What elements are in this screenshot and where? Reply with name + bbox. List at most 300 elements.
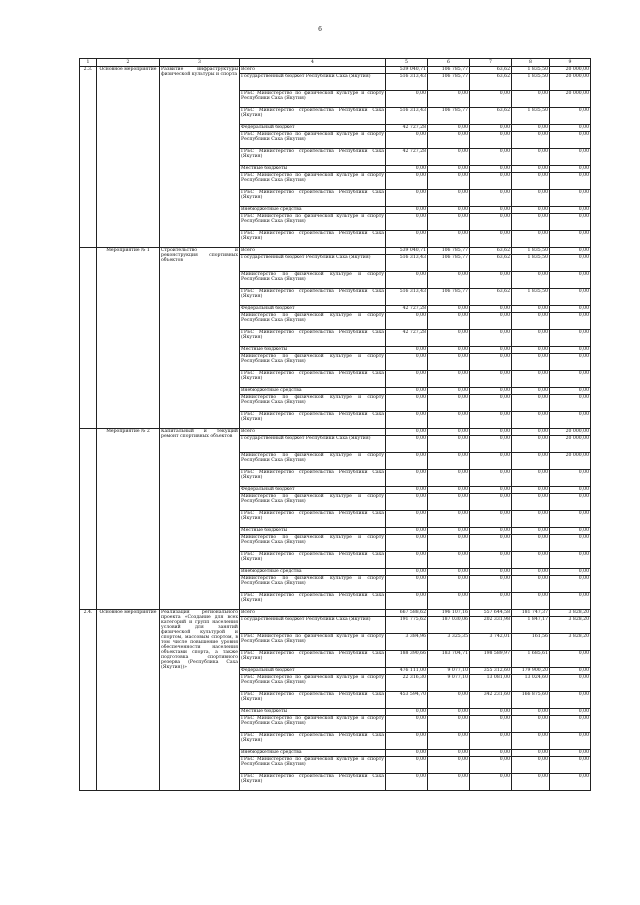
value-cell: 0,00 bbox=[428, 125, 470, 132]
value-cell: 0,00 bbox=[470, 552, 512, 569]
value-cell: 0,00 bbox=[470, 733, 512, 750]
value-cell: 42 727,28 bbox=[386, 306, 428, 313]
value-cell: 0,00 bbox=[428, 757, 470, 774]
row-label: ГРБС Министерство строительства Республики Саха (Якутия) bbox=[240, 733, 386, 750]
value-cell: 0,00 bbox=[512, 330, 550, 347]
row-label: ГРБС Министерство по физической культуре и спорту Республики Саха (Якутия) bbox=[240, 91, 386, 108]
row-label: ГРБС Министерство строительства Республики Саха (Якутия) bbox=[240, 149, 386, 166]
value-cell: 1 835,50 bbox=[512, 255, 550, 272]
value-cell: 3 384,96 bbox=[386, 634, 428, 651]
value-cell: 3 828,20 bbox=[550, 634, 591, 651]
value-cell: 0,00 bbox=[550, 231, 591, 248]
value-cell: 0,00 bbox=[470, 487, 512, 494]
value-cell: 0,00 bbox=[386, 354, 428, 371]
value-cell: 0,00 bbox=[512, 190, 550, 207]
table-row bbox=[80, 67, 591, 74]
value-cell: 0,00 bbox=[428, 774, 470, 791]
value-cell: 0,00 bbox=[428, 487, 470, 494]
row-label: Министерство по физической культуре и спорту Республики Саха (Якутия) bbox=[240, 395, 386, 412]
value-cell: 0,00 bbox=[512, 733, 550, 750]
value-cell: 0,00 bbox=[512, 125, 550, 132]
row-label: ГРБС Министерство по физической культуре и спорту Республики Саха (Якутия) bbox=[240, 716, 386, 733]
value-cell: 0,00 bbox=[550, 733, 591, 750]
value-cell: 0,00 bbox=[386, 535, 428, 552]
row-label: Местные бюджеты bbox=[240, 528, 386, 535]
row-label: Всего bbox=[240, 67, 386, 74]
value-cell: 0,00 bbox=[470, 576, 512, 593]
value-cell: 0,00 bbox=[428, 709, 470, 716]
value-cell: 0,00 bbox=[470, 371, 512, 388]
value-cell: 0,00 bbox=[550, 651, 591, 668]
value-cell: 0,00 bbox=[428, 371, 470, 388]
value-cell: 0,00 bbox=[550, 487, 591, 494]
value-cell: 0,00 bbox=[386, 774, 428, 791]
value-cell: 0,00 bbox=[550, 125, 591, 132]
header-row bbox=[80, 59, 591, 67]
value-cell: 0,00 bbox=[550, 214, 591, 231]
value-cell: 0,00 bbox=[512, 528, 550, 535]
value-cell: 0,00 bbox=[428, 593, 470, 610]
value-cell: 0,00 bbox=[550, 494, 591, 511]
value-cell: 0,00 bbox=[470, 774, 512, 791]
value-cell: 0,00 bbox=[512, 576, 550, 593]
value-cell: 0,00 bbox=[386, 272, 428, 289]
value-cell: 166 875,60 bbox=[512, 692, 550, 709]
value-cell: 0,00 bbox=[428, 511, 470, 528]
value-cell: 0,00 bbox=[428, 166, 470, 173]
table-row bbox=[80, 429, 591, 436]
value-cell: 0,00 bbox=[512, 231, 550, 248]
value-cell: 20 000,00 bbox=[550, 453, 591, 470]
value-cell: 0,00 bbox=[470, 347, 512, 354]
row-label: Министерство по физической культуре и спорту Республики Саха (Якутия) bbox=[240, 576, 386, 593]
value-cell: 0,00 bbox=[470, 272, 512, 289]
value-cell: 0,00 bbox=[470, 453, 512, 470]
section-number: 2.4. bbox=[80, 610, 97, 791]
row-label: ГРБС Министерство строительства Республики Саха (Якутия) bbox=[240, 330, 386, 347]
value-cell: 1 835,50 bbox=[512, 74, 550, 91]
value-cell: 0,00 bbox=[550, 248, 591, 255]
value-cell: 539 040,71 bbox=[386, 248, 428, 255]
section-number: 2.3. bbox=[80, 67, 97, 248]
value-cell: 1 835,50 bbox=[512, 108, 550, 125]
value-cell: 0,00 bbox=[386, 173, 428, 190]
value-cell: 0,00 bbox=[386, 750, 428, 757]
row-label: Местные бюджеты bbox=[240, 709, 386, 716]
value-cell: 0,00 bbox=[470, 412, 512, 429]
value-cell: 20 000,00 bbox=[550, 67, 591, 74]
value-cell: 0,00 bbox=[550, 149, 591, 166]
row-label: Внебюджетные средства bbox=[240, 207, 386, 214]
value-cell: 0,00 bbox=[428, 436, 470, 453]
value-cell: 22 316,30 bbox=[386, 675, 428, 692]
value-cell: 63,62 bbox=[470, 108, 512, 125]
value-cell: 0,00 bbox=[550, 306, 591, 313]
row-label: ГРБС Министерство по физической культуре и спорту Республики Саха (Якутия) bbox=[240, 634, 386, 651]
value-cell: 0,00 bbox=[550, 272, 591, 289]
value-cell: 0,00 bbox=[428, 207, 470, 214]
value-cell: 0,00 bbox=[386, 487, 428, 494]
budget-table bbox=[79, 58, 591, 791]
value-cell: 0,00 bbox=[428, 412, 470, 429]
value-cell: 13 081,00 bbox=[470, 675, 512, 692]
value-cell: 0,00 bbox=[512, 494, 550, 511]
value-cell: 0,00 bbox=[470, 470, 512, 487]
value-cell: 0,00 bbox=[550, 593, 591, 610]
row-label: ГРБС Министерство строительства Республики Саха (Якутия) bbox=[240, 651, 386, 668]
row-label: Федеральный бюджет bbox=[240, 668, 386, 675]
row-label: Внебюджетные средства bbox=[240, 388, 386, 395]
value-cell: 0,00 bbox=[512, 552, 550, 569]
value-cell: 42 727,28 bbox=[386, 125, 428, 132]
value-cell: 0,00 bbox=[386, 528, 428, 535]
section-type: Мероприятие № 2 bbox=[97, 429, 160, 610]
value-cell: 0,00 bbox=[512, 306, 550, 313]
row-label: Министерство по физической культуре и спорту Республики Саха (Якутия) bbox=[240, 535, 386, 552]
value-cell: 0,00 bbox=[428, 132, 470, 149]
value-cell: 0,00 bbox=[512, 453, 550, 470]
value-cell: 0,00 bbox=[428, 330, 470, 347]
value-cell: 0,00 bbox=[428, 395, 470, 412]
section-number bbox=[80, 248, 97, 429]
value-cell: 0,00 bbox=[550, 757, 591, 774]
value-cell: 0,00 bbox=[512, 395, 550, 412]
value-cell: 0,00 bbox=[428, 149, 470, 166]
value-cell: 63,62 bbox=[470, 67, 512, 74]
value-cell: 0,00 bbox=[428, 388, 470, 395]
value-cell: 667 588,62 bbox=[386, 610, 428, 617]
row-label: Внебюджетные средства bbox=[240, 569, 386, 576]
value-cell: 106 785,77 bbox=[428, 289, 470, 306]
value-cell: 0,00 bbox=[470, 494, 512, 511]
value-cell: 0,00 bbox=[428, 750, 470, 757]
value-cell: 0,00 bbox=[512, 593, 550, 610]
value-cell: 0,00 bbox=[386, 511, 428, 528]
header-cell: 7 bbox=[470, 59, 512, 67]
value-cell: 0,00 bbox=[386, 436, 428, 453]
row-label: ГРБС Министерство по физической культуре и спорту Республики Саха (Якутия) bbox=[240, 675, 386, 692]
row-label: Местные бюджеты bbox=[240, 347, 386, 354]
value-cell: 0,00 bbox=[386, 313, 428, 330]
value-cell: 0,00 bbox=[512, 388, 550, 395]
value-cell: 0,00 bbox=[428, 576, 470, 593]
value-cell: 63,62 bbox=[470, 74, 512, 91]
value-cell: 0,00 bbox=[512, 272, 550, 289]
section-type: Мероприятие № 1 bbox=[97, 248, 160, 429]
header-cell: 2 bbox=[97, 59, 160, 67]
value-cell: 0,00 bbox=[386, 190, 428, 207]
value-cell: 0,00 bbox=[550, 576, 591, 593]
value-cell: 0,00 bbox=[428, 313, 470, 330]
value-cell: 0,00 bbox=[512, 207, 550, 214]
value-cell: 0,00 bbox=[428, 214, 470, 231]
value-cell: 1 685,61 bbox=[512, 651, 550, 668]
value-cell: 9 077,10 bbox=[428, 668, 470, 675]
row-label: ГРБС Министерство строительства Республики Саха (Якутия) bbox=[240, 412, 386, 429]
value-cell: 0,00 bbox=[428, 354, 470, 371]
value-cell: 0,00 bbox=[550, 668, 591, 675]
table-row bbox=[80, 248, 591, 255]
value-cell: 0,00 bbox=[428, 535, 470, 552]
value-cell: 0,00 bbox=[512, 750, 550, 757]
value-cell: 3 325,35 bbox=[428, 634, 470, 651]
value-cell: 183 704,71 bbox=[428, 651, 470, 668]
value-cell: 3 742,01 bbox=[470, 634, 512, 651]
header-cell: 3 bbox=[160, 59, 240, 67]
value-cell: 0,00 bbox=[512, 91, 550, 108]
value-cell: 0,00 bbox=[470, 716, 512, 733]
row-label: Всего bbox=[240, 248, 386, 255]
value-cell: 0,00 bbox=[512, 569, 550, 576]
value-cell: 0,00 bbox=[550, 716, 591, 733]
value-cell: 0,00 bbox=[550, 692, 591, 709]
value-cell: 0,00 bbox=[470, 709, 512, 716]
value-cell: 0,00 bbox=[550, 255, 591, 272]
header-cell: 1 bbox=[80, 59, 97, 67]
row-label: ГРБС Министерство строительства Республики Саха (Якутия) bbox=[240, 552, 386, 569]
value-cell: 0,00 bbox=[470, 395, 512, 412]
value-cell: 0,00 bbox=[550, 675, 591, 692]
value-cell: 0,00 bbox=[428, 494, 470, 511]
value-cell: 0,00 bbox=[512, 709, 550, 716]
value-cell: 516 313,43 bbox=[386, 255, 428, 272]
value-cell: 196 107,16 bbox=[428, 610, 470, 617]
section-title: Реализация регионального проекта «Создание для всех категорий и групп населения условий для занятий физической культурой и спортом, массовым спортом, в том числе повышение уровня обеспеченности населения объектами спорта, а также подготовка спортивного резерва (Республика Саха (Якутия))» bbox=[160, 610, 240, 791]
value-cell: 0,00 bbox=[428, 91, 470, 108]
value-cell: 188 390,66 bbox=[386, 651, 428, 668]
section-title: Развитие инфраструктуры физической культуры и спорта bbox=[160, 67, 240, 248]
value-cell: 0,00 bbox=[512, 757, 550, 774]
value-cell: 0,00 bbox=[550, 511, 591, 528]
value-cell: 0,00 bbox=[386, 757, 428, 774]
value-cell: 0,00 bbox=[470, 132, 512, 149]
value-cell: 0,00 bbox=[550, 173, 591, 190]
value-cell: 20 000,00 bbox=[550, 436, 591, 453]
value-cell: 179 900,20 bbox=[512, 668, 550, 675]
value-cell: 0,00 bbox=[470, 757, 512, 774]
value-cell: 0,00 bbox=[428, 429, 470, 436]
value-cell: 0,00 bbox=[550, 552, 591, 569]
row-label: ГРБС Министерство по физической культуре и спорту Республики Саха (Якутия) bbox=[240, 132, 386, 149]
value-cell: 0,00 bbox=[428, 190, 470, 207]
value-cell: 0,00 bbox=[550, 289, 591, 306]
row-label: ГРБС Министерство строительства Республики Саха (Якутия) bbox=[240, 108, 386, 125]
value-cell: 0,00 bbox=[550, 166, 591, 173]
value-cell: 0,00 bbox=[512, 166, 550, 173]
value-cell: 0,00 bbox=[470, 388, 512, 395]
value-cell: 106 785,77 bbox=[428, 108, 470, 125]
row-label: Министерство по физической культуре и спорту Республики Саха (Якутия) bbox=[240, 354, 386, 371]
value-cell: 0,00 bbox=[386, 347, 428, 354]
value-cell: 0,00 bbox=[428, 733, 470, 750]
value-cell: 0,00 bbox=[512, 436, 550, 453]
value-cell: 0,00 bbox=[470, 173, 512, 190]
value-cell: 1 835,50 bbox=[512, 248, 550, 255]
value-cell: 0,00 bbox=[550, 774, 591, 791]
value-cell: 0,00 bbox=[470, 125, 512, 132]
row-label: ГРБС Министерство строительства Республики Саха (Якутия) bbox=[240, 371, 386, 388]
value-cell: 0,00 bbox=[550, 750, 591, 757]
value-cell: 0,00 bbox=[550, 388, 591, 395]
value-cell: 0,00 bbox=[470, 313, 512, 330]
value-cell: 198 589,97 bbox=[470, 651, 512, 668]
section-number bbox=[80, 429, 97, 610]
value-cell: 0,00 bbox=[512, 132, 550, 149]
value-cell: 0,00 bbox=[470, 330, 512, 347]
value-cell: 355 312,60 bbox=[470, 668, 512, 675]
value-cell: 0,00 bbox=[386, 207, 428, 214]
value-cell: 476 111,00 bbox=[386, 668, 428, 675]
value-cell: 0,00 bbox=[470, 593, 512, 610]
value-cell: 0,00 bbox=[470, 750, 512, 757]
value-cell: 0,00 bbox=[512, 371, 550, 388]
value-cell: 0,00 bbox=[550, 709, 591, 716]
value-cell: 0,00 bbox=[470, 306, 512, 313]
value-cell: 106 785,77 bbox=[428, 67, 470, 74]
value-cell: 0,00 bbox=[512, 487, 550, 494]
value-cell: 0,00 bbox=[428, 528, 470, 535]
value-cell: 0,00 bbox=[550, 535, 591, 552]
value-cell: 0,00 bbox=[512, 429, 550, 436]
value-cell: 1 847,17 bbox=[512, 617, 550, 634]
row-label: ГРБС Министерство строительства Республики Саха (Якутия) bbox=[240, 774, 386, 791]
value-cell: 0,00 bbox=[512, 173, 550, 190]
header-cell: 8 bbox=[512, 59, 550, 67]
value-cell: 0,00 bbox=[428, 552, 470, 569]
value-cell: 0,00 bbox=[512, 347, 550, 354]
value-cell: 0,00 bbox=[386, 214, 428, 231]
value-cell: 0,00 bbox=[428, 569, 470, 576]
value-cell: 0,00 bbox=[428, 470, 470, 487]
value-cell: 0,00 bbox=[550, 528, 591, 535]
row-label: Всего bbox=[240, 429, 386, 436]
value-cell: 0,00 bbox=[470, 149, 512, 166]
value-cell: 0,00 bbox=[386, 576, 428, 593]
row-label: Министерство по физической культуре и спорту Республики Саха (Якутия) bbox=[240, 453, 386, 470]
value-cell: 0,00 bbox=[550, 108, 591, 125]
value-cell: 187 030,06 bbox=[428, 617, 470, 634]
value-cell: 1 835,50 bbox=[512, 67, 550, 74]
value-cell: 0,00 bbox=[428, 272, 470, 289]
value-cell: 516 313,43 bbox=[386, 108, 428, 125]
value-cell: 0,00 bbox=[386, 716, 428, 733]
value-cell: 342 231,60 bbox=[470, 692, 512, 709]
row-label: Федеральный бюджет bbox=[240, 125, 386, 132]
value-cell: 0,00 bbox=[470, 207, 512, 214]
value-cell: 63,62 bbox=[470, 248, 512, 255]
value-cell: 0,00 bbox=[428, 231, 470, 248]
value-cell: 9 077,10 bbox=[428, 675, 470, 692]
value-cell: 0,00 bbox=[470, 429, 512, 436]
value-cell: 0,00 bbox=[386, 395, 428, 412]
value-cell: 0,00 bbox=[550, 412, 591, 429]
value-cell: 0,00 bbox=[550, 330, 591, 347]
value-cell: 0,00 bbox=[470, 190, 512, 207]
row-label: Министерство по физической культуре и спорту Республики Саха (Якутия) bbox=[240, 272, 386, 289]
value-cell: 20 000,00 bbox=[550, 429, 591, 436]
row-label: Министерство по физической культуре и спорту Республики Саха (Якутия) bbox=[240, 313, 386, 330]
value-cell: 0,00 bbox=[470, 535, 512, 552]
value-cell: 63,62 bbox=[470, 255, 512, 272]
row-label: Государственный бюджет Республики Саха (Якутия) bbox=[240, 74, 386, 91]
value-cell: 42 727,28 bbox=[386, 149, 428, 166]
value-cell: 0,00 bbox=[550, 470, 591, 487]
value-cell: 0,00 bbox=[386, 593, 428, 610]
value-cell: 0,00 bbox=[470, 91, 512, 108]
value-cell: 3 828,20 bbox=[550, 610, 591, 617]
value-cell: 0,00 bbox=[512, 535, 550, 552]
value-cell: 0,00 bbox=[386, 709, 428, 716]
section-title: Капитальный и текущий ремонт спортивных объектов bbox=[160, 429, 240, 610]
value-cell: 191 775,62 bbox=[386, 617, 428, 634]
value-cell: 0,00 bbox=[550, 132, 591, 149]
page-number: 6 bbox=[318, 26, 322, 33]
value-cell: 0,00 bbox=[550, 371, 591, 388]
value-cell: 0,00 bbox=[470, 528, 512, 535]
value-cell: 0,00 bbox=[386, 132, 428, 149]
row-label: ГРБС Министерство по физической культуре и спорту Республики Саха (Якутия) bbox=[240, 757, 386, 774]
table-row bbox=[80, 610, 591, 617]
value-cell: 0,00 bbox=[428, 692, 470, 709]
value-cell: 0,00 bbox=[428, 347, 470, 354]
value-cell: 0,00 bbox=[386, 494, 428, 511]
row-label: Внебюджетные средства bbox=[240, 750, 386, 757]
value-cell: 0,00 bbox=[470, 436, 512, 453]
header-cell: 4 bbox=[240, 59, 386, 67]
row-label: Государственный бюджет Республики Саха (Якутия) bbox=[240, 436, 386, 453]
value-cell: 0,00 bbox=[550, 190, 591, 207]
value-cell: 0,00 bbox=[470, 214, 512, 231]
value-cell: 0,00 bbox=[470, 569, 512, 576]
section-type: Основное мероприятие bbox=[97, 67, 160, 248]
value-cell: 0,00 bbox=[386, 733, 428, 750]
row-label: ГРБС Министерство строительства Республики Саха (Якутия) bbox=[240, 692, 386, 709]
section-type: Основное мероприятие bbox=[97, 610, 160, 791]
value-cell: 0,00 bbox=[512, 470, 550, 487]
row-label: ГРБС Министерство строительства Республики Саха (Якутия) bbox=[240, 289, 386, 306]
value-cell: 0,00 bbox=[386, 429, 428, 436]
row-label: Государственный бюджет Республики Саха (Якутия) bbox=[240, 255, 386, 272]
value-cell: 0,00 bbox=[512, 511, 550, 528]
value-cell: 0,00 bbox=[550, 207, 591, 214]
row-label: Местные бюджеты bbox=[240, 166, 386, 173]
section-title: Строительство и реконструкция спортивных объектов bbox=[160, 248, 240, 429]
value-cell: 0,00 bbox=[386, 388, 428, 395]
row-label: Всего bbox=[240, 610, 386, 617]
row-label: ГРБС Министерство строительства Республики Саха (Якутия) bbox=[240, 470, 386, 487]
value-cell: 0,00 bbox=[428, 173, 470, 190]
value-cell: 0,00 bbox=[512, 214, 550, 231]
row-label: ГРБС Министерство по физической культуре и спорту Республики Саха (Якутия) bbox=[240, 214, 386, 231]
row-label: ГРБС Министерство строительства Республики Саха (Якутия) bbox=[240, 231, 386, 248]
row-label: Государственный бюджет Республики Саха (Якутия) bbox=[240, 617, 386, 634]
value-cell: 0,00 bbox=[470, 231, 512, 248]
row-label: ГРБС Министерство строительства Республики Саха (Якутия) bbox=[240, 190, 386, 207]
value-cell: 0,00 bbox=[550, 313, 591, 330]
value-cell: 13 024,60 bbox=[512, 675, 550, 692]
row-label: ГРБС Министерство строительства Республики Саха (Якутия) bbox=[240, 511, 386, 528]
value-cell: 0,00 bbox=[386, 231, 428, 248]
value-cell: 0,00 bbox=[512, 716, 550, 733]
row-label: Федеральный бюджет bbox=[240, 487, 386, 494]
value-cell: 0,00 bbox=[386, 569, 428, 576]
value-cell: 161,56 bbox=[512, 634, 550, 651]
value-cell: 0,00 bbox=[512, 313, 550, 330]
row-label: ГРБС Министерство строительства Республики Саха (Якутия) bbox=[240, 593, 386, 610]
value-cell: 3 828,20 bbox=[550, 617, 591, 634]
value-cell: 0,00 bbox=[428, 453, 470, 470]
value-cell: 539 040,71 bbox=[386, 67, 428, 74]
